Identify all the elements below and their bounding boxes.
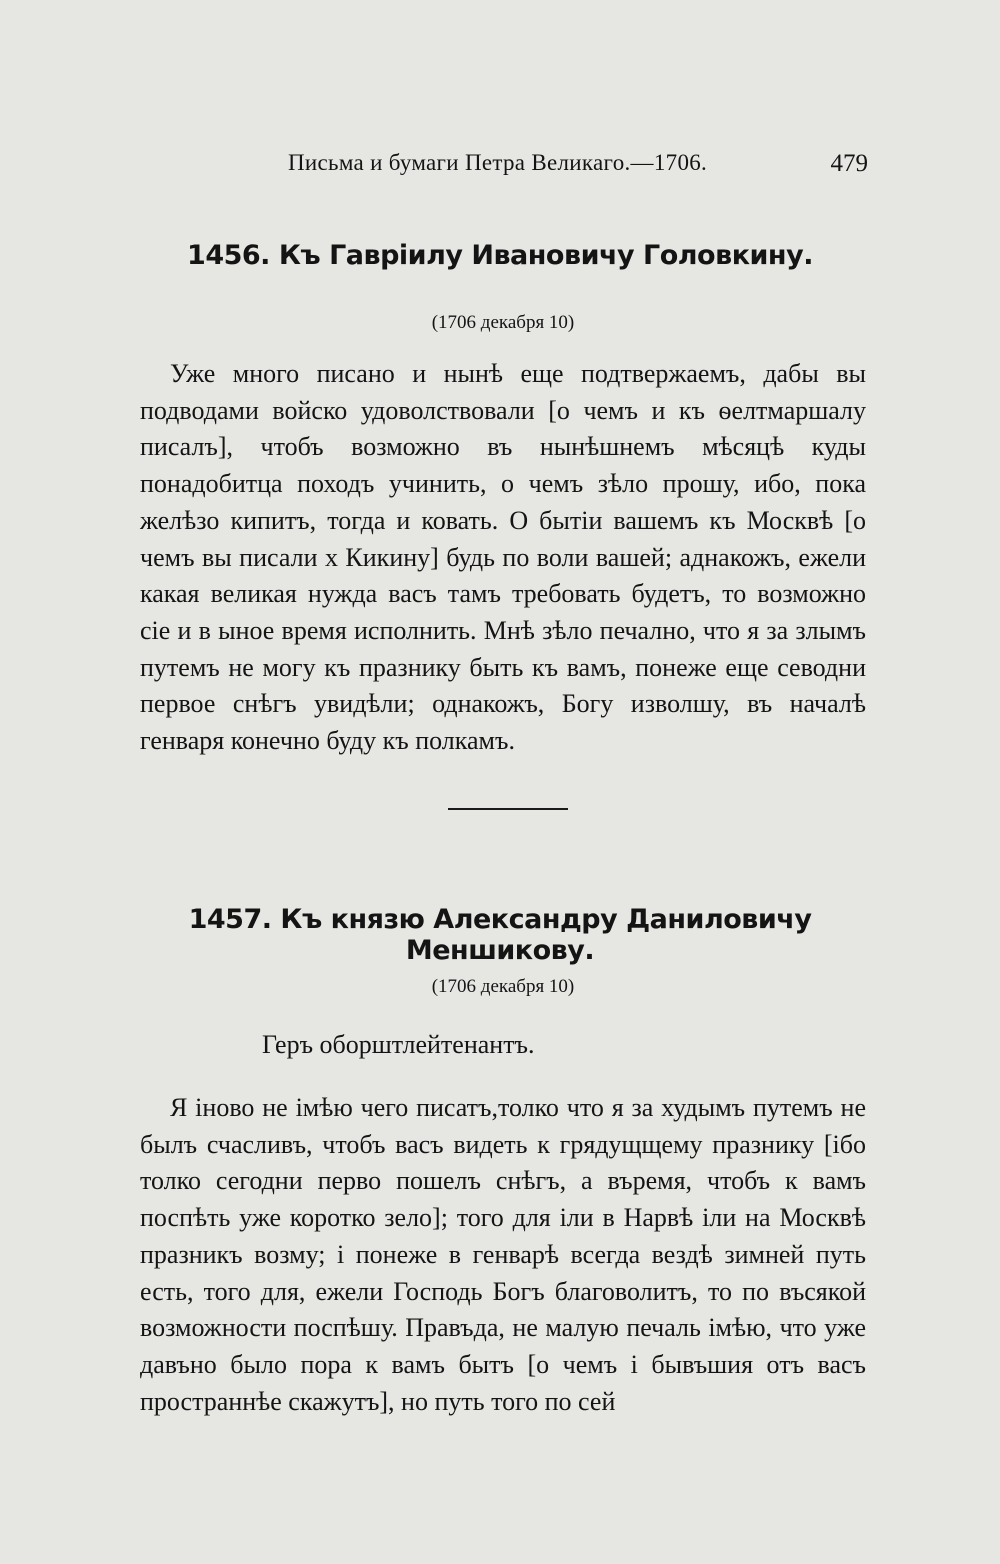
section-divider xyxy=(448,808,568,810)
letter-1456-date: (1706 декабря 10) xyxy=(431,312,575,333)
letter-1456-text: Уже много писано и нынѣ еще подтвержаемъ, дабы вы подводами войско удоволствовали [о чемъ и къ ѳелтмаршалу писалъ], чтобъ возможно въ нынѣшнемъ мѣсяцѣ куды понадобитца походъ учинить, о чемъ зѣло прошу, ибо, пока желѣзо кипитъ, тогда и ковать. О бытiи вашемъ къ Москвѣ [о чемъ вы писали х Кикину] будь по воли вашей; аднакожъ, ежели какая великая нужда васъ тамъ требовать будетъ, то возможно сiе и в ыное время исполнить. Мнѣ зѣло печално, что я за злымъ путемъ не могу къ празнику быть къ вамъ, понеже еще севодни первое снѣгъ увидѣли; однакожъ, Богу изволшу, въ началѣ генваря конечно буду къ полкамъ. xyxy=(140,359,866,756)
running-head xyxy=(288,150,868,186)
letter-1457-greeting: Геръ оборштлейтенантъ. xyxy=(262,1030,535,1059)
letter-1457-text: Я iново не iмѣю чего писатъ,толко что я за худымъ путемъ не былъ счасливъ, чтобъ васъ видеть к грядущщему празнику [iбо толко сегодни перво пошелъ снѣгъ, а въремя, чтобъ к вамъ поспѣть уже коротко зело]; того для iли в Нарвѣ iли на Москвѣ празникъ возму; i понеже в генварѣ всегда вездѣ зимней путь есть, того для, ежели Господь Богъ благоволитъ, то по въсякой возможности поспѣшу. Правъда, не малую печаль iмѣю, что уже давъно было пора к вамъ бытъ [о чемъ i бывъшия отъ васъ пространнѣе скажутъ], но путь того по сей xyxy=(140,1093,866,1416)
running-head-title: Письма и бумаги Петра Великаго.—1706. xyxy=(288,150,708,175)
page-number: 479 xyxy=(830,150,868,177)
letter-1456-heading: 1456. Къ Гаврiилу Ивановичу Головкину. xyxy=(187,240,813,271)
letter-1457-heading: 1457. Къ князю Александру Даниловичу Меншикову. xyxy=(188,904,812,966)
letter-1457-date: (1706 декабря 10) xyxy=(431,976,575,997)
